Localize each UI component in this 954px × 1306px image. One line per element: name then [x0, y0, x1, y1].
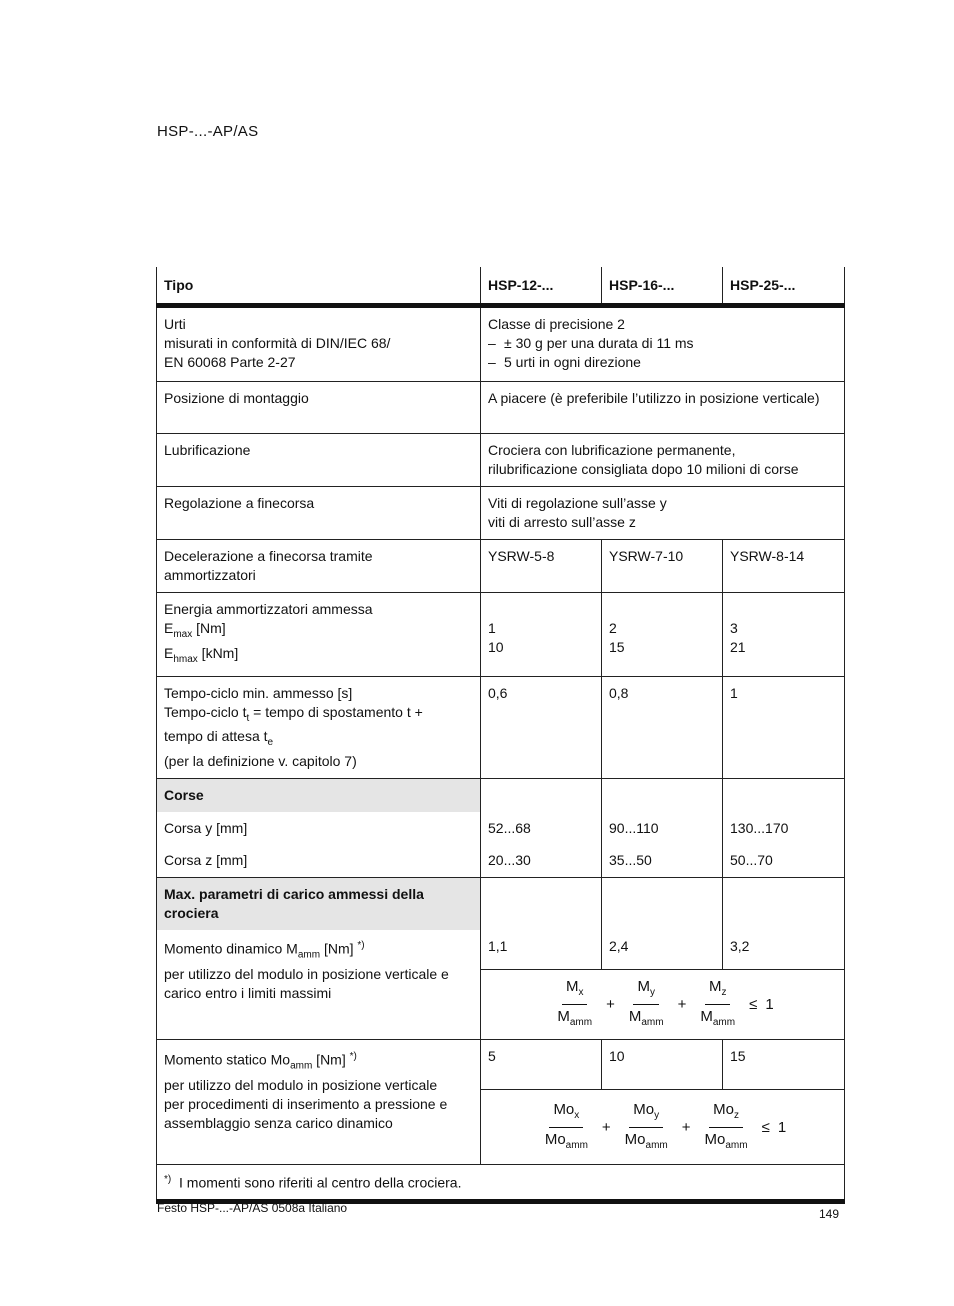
dinamico-hsp-25: 3,2: [723, 878, 845, 970]
statico-hsp-25: 15: [723, 1040, 845, 1090]
decelerazione-hsp-12: YSRW-5-8: [481, 540, 602, 593]
decelerazione-label: Decelerazione a finecorsa tramite ammortizzatori: [157, 540, 481, 593]
tempo-hsp-16: 0,8: [602, 676, 723, 779]
formula-statico: $\frac{Mo_x}{Mo_{amm}}$ + $\frac{Mo_y}{Mo_{amm}}$ + $\frac{Mo_z}{Mo_{amm}}$ ≤ 1: [481, 1090, 845, 1165]
statico-hsp-12: 5: [481, 1040, 602, 1090]
corse-hsp-16: 90...110 35...50: [602, 779, 723, 878]
corse-hsp-12: 52...68 20...30: [481, 779, 602, 878]
table-row-momento-statico: [157, 1040, 845, 1090]
table-row-regolazione: [157, 487, 845, 540]
energia-hsp-16: 2 15: [602, 593, 723, 677]
table-header-row: [157, 267, 845, 306]
corse-title: Corse: [157, 779, 480, 812]
table-row-urti: [157, 306, 845, 382]
header-hsp-25: HSP-25-...: [723, 267, 845, 306]
tempo-label: Tempo-ciclo min. ammesso [s] Tempo-ciclo $t_t$ = tempo di spostamento t + tempo di attesa $t_e$ (per la definizione v. capitolo 7): [157, 676, 481, 779]
page-number: 149: [819, 1207, 840, 1221]
decelerazione-hsp-16: YSRW-7-10: [602, 540, 723, 593]
table-footnote-row: [157, 1165, 845, 1202]
urti-label: Urti misurati in conformità di DIN/IEC 68/ EN 60068 Parte 2-27: [157, 306, 481, 382]
table-row-posizione: [157, 382, 845, 434]
table-footnote: *) I momenti sono riferiti al centro della crociera.: [157, 1165, 845, 1202]
momento-dinamico-label: Max. parametri di carico ammessi della crociera Momento dinamico $M_{amm}$ [Nm] *) per utilizzo del modulo in posizione verticale e carico entro i limiti massimi: [157, 878, 481, 1040]
momento-statico-label: Momento statico $Mo_{amm}$ [Nm] *) per utilizzo del modulo in posizione verticale per procedimenti di inserimento a pressione e assemblaggio senza carico dinamico: [157, 1040, 481, 1165]
dinamico-hsp-16: 2,4: [602, 878, 723, 970]
document-header: HSP-...-AP/AS: [157, 123, 259, 140]
tempo-hsp-25: 1: [723, 676, 845, 779]
table-row-lubrificazione: [157, 434, 845, 487]
urti-value: Classe di precisione 2 – ± 30 g per una durata di 11 ms – 5 urti in ogni direzione: [481, 306, 845, 382]
corse-hsp-25: 130...170 50...70: [723, 779, 845, 878]
table-row-corse: [157, 779, 845, 878]
table-row-energia: [157, 593, 845, 677]
table-row-momento-dinamico: [157, 878, 845, 970]
statico-hsp-16: 10: [602, 1040, 723, 1090]
regolazione-label: Regolazione a finecorsa: [157, 487, 481, 540]
energia-label: Energia ammortizzatori ammessa $E_{max}$ [Nm] $E_{hmax}$ [kNm]: [157, 593, 481, 677]
lubrificazione-label: Lubrificazione: [157, 434, 481, 487]
decelerazione-hsp-25: YSRW-8-14: [723, 540, 845, 593]
carico-title: Max. parametri di carico ammessi della crociera: [157, 878, 480, 930]
corse-label: Corse Corsa y [mm] Corsa z [mm]: [157, 779, 481, 878]
energia-hsp-12: 1 10: [481, 593, 602, 677]
table-row-tempo: [157, 676, 845, 779]
posizione-value: A piacere (è preferibile l’utilizzo in posizione verticale): [481, 382, 845, 434]
header-hsp-16: HSP-16-...: [602, 267, 723, 306]
header-tipo: Tipo: [157, 267, 481, 306]
tempo-hsp-12: 0,6: [481, 676, 602, 779]
energia-hsp-25: 3 21: [723, 593, 845, 677]
technical-data-table: [156, 267, 845, 1204]
formula-dinamico: $\frac{M_x}{M_{amm}}$ + $\frac{M_y}{M_{amm}}$ + $\frac{M_z}{M_{amm}}$ ≤ 1: [481, 970, 845, 1040]
lubrificazione-value: Crociera con lubrificazione permanente, rilubrificazione consigliata dopo 10 milioni di corse: [481, 434, 845, 487]
posizione-label: Posizione di montaggio: [157, 382, 481, 434]
regolazione-value: Viti di regolazione sull’asse y viti di arresto sull’asse z: [481, 487, 845, 540]
header-hsp-12: HSP-12-...: [481, 267, 602, 306]
footer-document-id: Festo HSP-...-AP/AS 0508a Italiano: [157, 1201, 348, 1215]
table-row-decelerazione: [157, 540, 845, 593]
dinamico-hsp-12: 1,1: [481, 878, 602, 970]
